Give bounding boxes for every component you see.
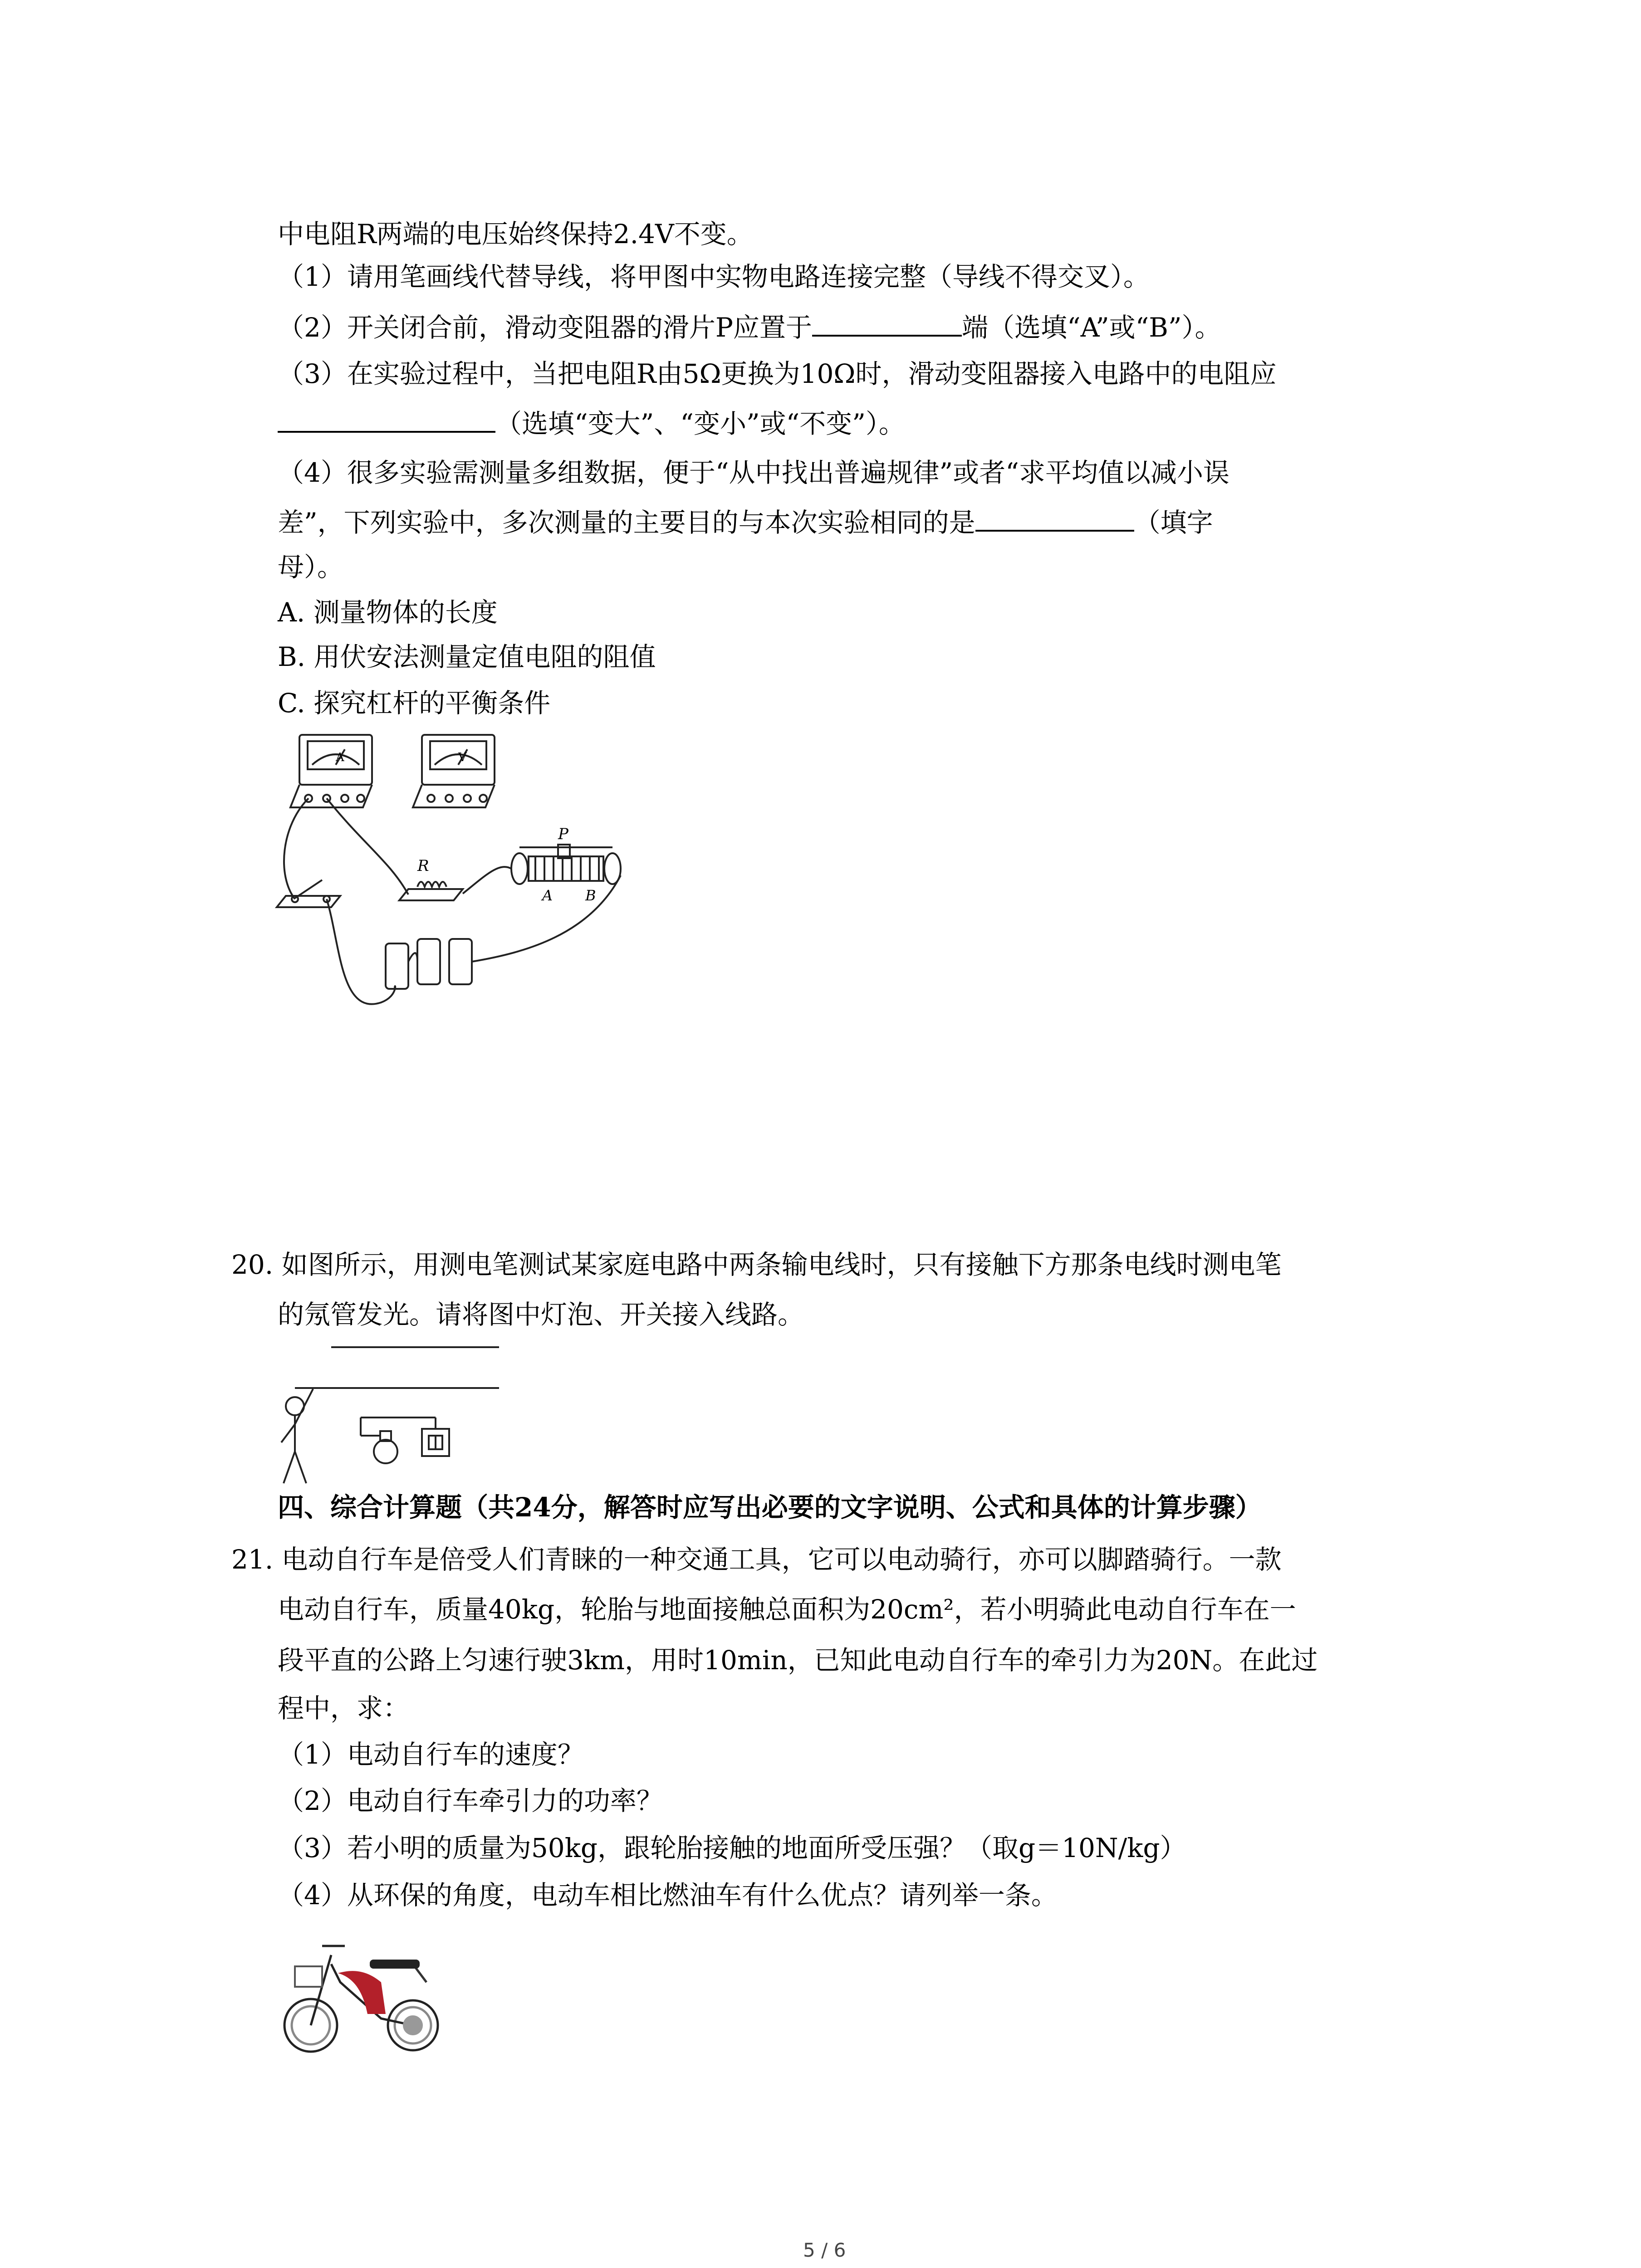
q19-sub2-text-b: 端（选填“A”或“B”）。 bbox=[961, 312, 1221, 343]
person-icon bbox=[281, 1389, 313, 1483]
slider-label: P bbox=[558, 825, 568, 843]
q20-line1: 20. 如图所示，用测电笔测试某家庭电路中两条输电线时，只有接触下方那条电线时测电笔 bbox=[231, 1249, 1282, 1280]
electric-bicycle-image bbox=[277, 1928, 458, 2064]
ammeter-icon bbox=[290, 735, 372, 807]
q19-sub2-text-a: （2）开关闭合前，滑动变阻器的滑片P应置于 bbox=[278, 312, 812, 343]
q19-sub3-cont bbox=[278, 405, 905, 441]
q21-line4: 程中，求： bbox=[278, 1693, 410, 1724]
bulb-icon bbox=[361, 1431, 397, 1463]
answer-blank-experiment-choice[interactable] bbox=[975, 503, 1134, 532]
tester-pen-diagram bbox=[272, 1338, 508, 1488]
basket-icon bbox=[295, 1966, 322, 1987]
page-number: 5 / 6 bbox=[803, 2239, 846, 2261]
rheostat-end-b-label: B bbox=[585, 887, 596, 904]
rheostat-icon bbox=[511, 845, 621, 884]
q19-sub1: （1）请用笔画线代替导线，将甲图中实物电路连接完整（导线不得交叉）。 bbox=[278, 261, 1150, 292]
q21-line1: 21. 电动自行车是倍受人们青睐的一种交通工具，它可以电动骑行，亦可以脚踏骑行。一款 bbox=[231, 1544, 1282, 1575]
rheostat-end-a-label: A bbox=[542, 887, 553, 904]
section-4-heading: 四、综合计算题（共24分，解答时应写出必要的文字说明、公式和具体的计算步骤） bbox=[278, 1492, 1262, 1523]
switch-icon bbox=[277, 880, 340, 907]
q19-sub3: （3）在实验过程中，当把电阻R由5Ω更换为10Ω时，滑动变阻器接入电路中的电阻应 bbox=[278, 358, 1277, 389]
q19-sub4-text-a: 差”，下列实验中，多次测量的主要目的与本次实验相同的是 bbox=[278, 507, 975, 538]
answer-blank-resistance-change[interactable] bbox=[278, 405, 495, 433]
q19-sub2 bbox=[278, 308, 1221, 345]
q19-sub4-line1: （4）很多实验需测量多组数据，便于“从中找出普遍规律”或者“求平均值以减小误 bbox=[278, 457, 1230, 488]
q21-line3: 段平直的公路上匀速行驶3km，用时10min，已知此电动自行车的牵引力为20N。在此过 bbox=[278, 1645, 1318, 1676]
q20-line2: 的氖管发光。请将图中灯泡、开关接入线路。 bbox=[278, 1299, 804, 1330]
q19-sub4-line3: 母）。 bbox=[278, 552, 344, 582]
q21-sub2: （2）电动自行车牵引力的功率？ bbox=[278, 1785, 663, 1816]
q19-sub4-line2 bbox=[278, 503, 1213, 540]
voltmeter-icon bbox=[413, 735, 495, 807]
resistor-label: R bbox=[417, 857, 429, 875]
switch-icon bbox=[422, 1429, 449, 1456]
q21-sub4: （4）从环保的角度，电动车相比燃油车有什么优点？请列举一条。 bbox=[278, 1880, 1058, 1911]
ammeter-label: A bbox=[336, 751, 344, 764]
answer-blank-slider-position[interactable] bbox=[812, 308, 962, 337]
voltmeter-label: V bbox=[458, 751, 467, 764]
resistor-icon bbox=[399, 882, 463, 900]
q19-sub3-text-b: （选填“变大”、“变小”或“不变”）。 bbox=[495, 408, 905, 439]
q21-sub1: （1）电动自行车的速度？ bbox=[278, 1739, 584, 1770]
q19-option-b: B. 用伏安法测量定值电阻的阻值 bbox=[278, 641, 656, 672]
q21-line2: 电动自行车，质量40kg，轮胎与地面接触总面积为20cm²，若小明骑此电动自行车在一 bbox=[278, 1594, 1296, 1625]
q19-option-a: A. 测量物体的长度 bbox=[278, 597, 498, 628]
battery-icon bbox=[386, 939, 472, 989]
q21-sub3: （3）若小明的质量为50kg，跟轮胎接触的地面所受压强？（取g＝10N/kg） bbox=[278, 1833, 1186, 1863]
q19-intro: 中电阻R两端的电压始终保持2.4V不变。 bbox=[278, 219, 753, 249]
circuit-diagram bbox=[272, 726, 653, 1016]
q19-option-c: C. 探究杠杆的平衡条件 bbox=[278, 688, 551, 719]
q19-sub4-text-b: （填字 bbox=[1134, 507, 1213, 538]
